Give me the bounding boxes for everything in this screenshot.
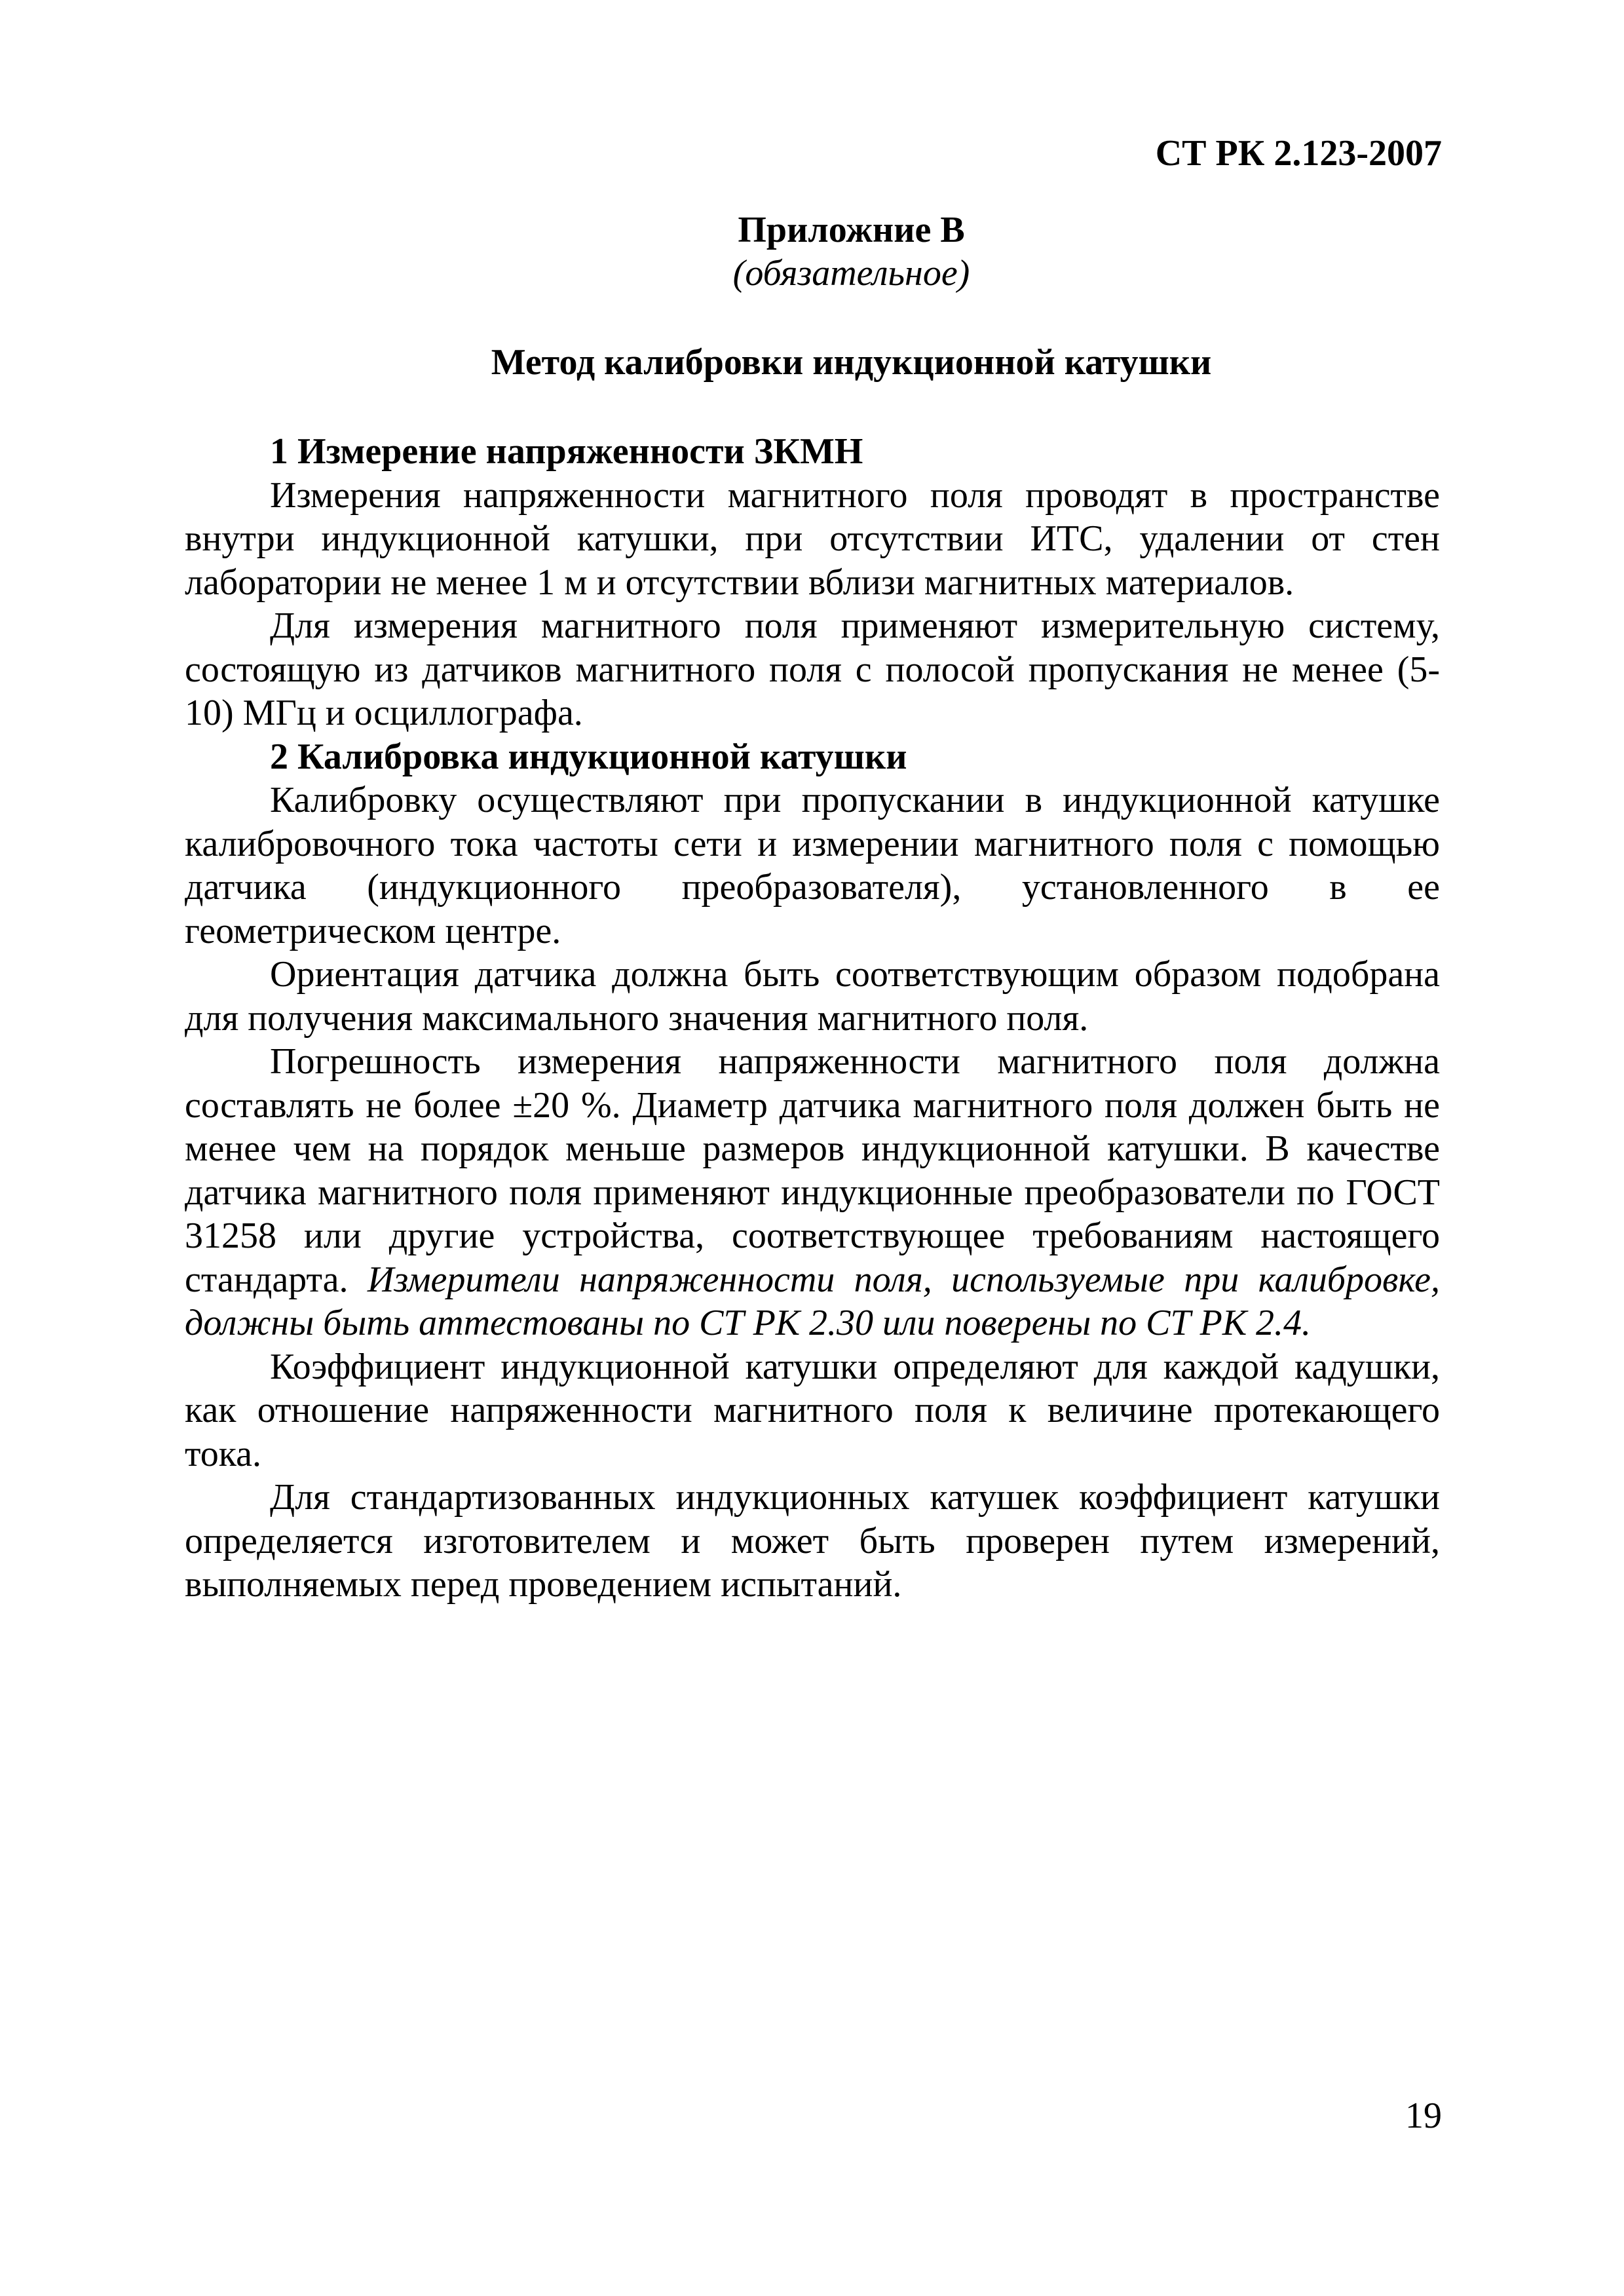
document-code: СТ РК 2.123-2007 bbox=[1155, 133, 1442, 174]
section-2-paragraph-1: Калибровку осуществляют при пропускании в индукционной катушке калибровочного тока частоты сети и измерении магнитного поля с помощью датчика (индукционного преобразователя), установленного в ее геометрическом центре. bbox=[185, 780, 1440, 951]
appendix-title: Приложние В bbox=[738, 210, 965, 250]
section-1-paragraph-2: Для измерения магнитного поля применяют измерительную систему, состоящую из датчиков магнитного поля с полосой пропускания не менее (5-10) МГц и осциллографа. bbox=[185, 605, 1440, 733]
method-title: Метод калибровки индукционной катушки bbox=[491, 342, 1212, 383]
section-1-paragraph-1: Измерения напряженности магнитного поля проводят в пространстве внутри индукционной катушки, при отсутствии ИТС, удалении от стен лаборатории не менее 1 м и отсутствии вблизи магнитных материалов. bbox=[185, 474, 1440, 603]
section-2-paragraph-3-italic: Измерители напряженности поля, используемые при калибровке, должны быть аттестованы по СТ РК 2.30 или поверены по СТ РК 2.4. bbox=[185, 1259, 1441, 1343]
section-2-paragraph-2: Ориентация датчика должна быть соответствующим образом подобрана для получения максимального значения магнитного поля. bbox=[185, 954, 1440, 1039]
section-1-heading: 1 Измерение напряженности ЗКМН bbox=[270, 431, 863, 472]
document-body bbox=[185, 430, 1440, 1607]
appendix-status: (обязательное) bbox=[732, 253, 970, 294]
section-2-paragraph-3-regular: Погрешность измерения напряженности магнитного поля должна составлять не более ±20 %. Диаметр датчика магнитного поля должен быть не менее чем на порядок меньше размеров индукционной катушки. В качестве датчика магнитного поля применяют индукционные преобразователи по ГОСТ 31258 или другие устройства, соответствующее требованиям настоящего стандарта. bbox=[185, 1041, 1440, 1300]
page-number: 19 bbox=[1405, 2095, 1442, 2136]
section-2-paragraph-4: Коэффициент индукционной катушки определяют для каждой кадушки, как отношение напряженности магнитного поля к величине протекающего тока. bbox=[185, 1346, 1440, 1474]
section-2-heading: 2 Калибровка индукционной катушки bbox=[270, 736, 907, 777]
section-2-paragraph-3 bbox=[185, 1040, 1440, 1345]
section-2-paragraph-5: Для стандартизованных индукционных катушек коэффициент катушки определяется изготовителем и может быть проверен путем измерений, выполняемых перед проведением испытаний. bbox=[185, 1477, 1440, 1605]
